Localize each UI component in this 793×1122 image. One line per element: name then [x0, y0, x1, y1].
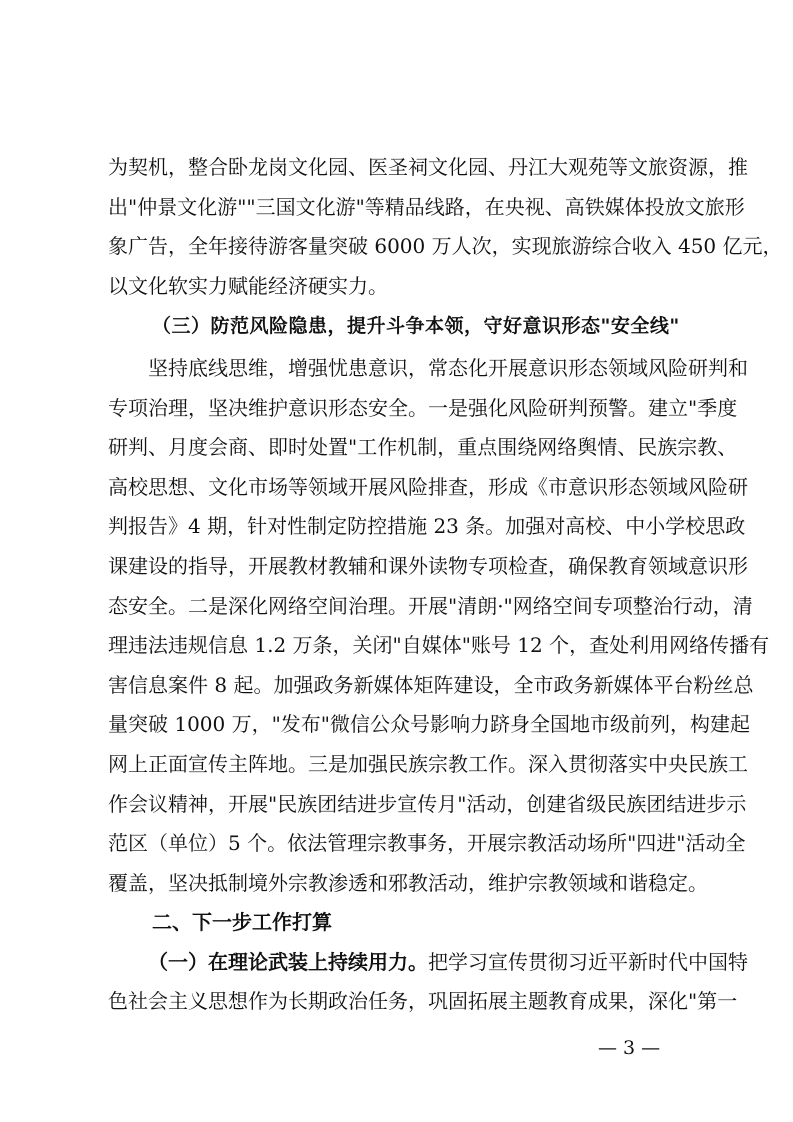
item-one-text: 把学习宣传贯彻习近平新时代中国特: [428, 949, 748, 974]
paragraph-line: 作会议精神，开展"民族团结进步宣传月"活动，创建省级民族团结进步示: [108, 791, 747, 816]
paragraph-line: 色社会主义思想作为长期政治任务，巩固拓展主题教育成果，深化"第一: [108, 989, 738, 1014]
paragraph-line: [108, 943, 748, 983]
section-three-heading: （三）防范风险隐患，提升斗争本领，守好意识形态"安全线": [152, 315, 680, 338]
paragraph-line: 态安全。二是深化网络空间治理。开展"清朗·"网络空间专项整治行动，清: [108, 593, 753, 618]
paragraph-line: 课建设的指导，开展教材教辅和课外读物专项检查，确保教育领域意识形: [108, 553, 748, 578]
paragraph-line: 判报告》4 期，针对性制定防控措施 23 条。加强对高校、中小学校思政: [108, 514, 746, 539]
section-three-paragraph: [108, 349, 770, 903]
paragraph-line: 坚持底线思维，增强忧患意识，常态化开展意识形态领域风险研判和: [148, 355, 748, 380]
item-one-heading: （一）在理论武装上持续用力。: [148, 949, 428, 974]
paragraph-line: 害信息案件 8 起。加强政务新媒体矩阵建设，全市政务新媒体平台粉丝总: [108, 672, 754, 697]
paragraph-line: 量突破 1000 万，"发布"微信公众号影响力跻身全国地市级前列，构建起: [108, 712, 751, 737]
intro-paragraph: [108, 148, 783, 306]
paragraph-line: 以文化软实力赋能经济硬实力。: [108, 273, 388, 298]
paragraph-line: 研判、月度会商、即时处置"工作机制，重点围绕网络舆情、民族宗教、: [108, 435, 738, 460]
paragraph-line: 理违法违规信息 1.2 万条，关闭"自媒体"账号 12 个，查处利用网络传播有: [108, 633, 770, 658]
section-two-heading: 二、下一步工作打算: [152, 910, 332, 935]
page-number: — 3 —: [598, 1037, 661, 1059]
paragraph-line: 网上正面宣传主阵地。三是加强民族宗教工作。深入贯彻落实中央民族工: [108, 751, 748, 776]
paragraph-line: 象广告，全年接待游客量突破 6000 万人次，实现旅游综合收入 450 亿元，: [108, 234, 783, 259]
paragraph-line: 覆盖，坚决抵制境外宗教渗透和邪教活动，维护宗教领域和谐稳定。: [108, 870, 708, 895]
paragraph-line: 范区（单位）5 个。依法管理宗教事务，开展宗教活动场所"四进"活动全: [108, 831, 746, 856]
paragraph-line: 出"仲景文化游""三国文化游"等精品线路，在央视、高铁媒体投放文旅形: [108, 194, 745, 219]
paragraph-line: 专项治理，坚决维护意识形态安全。一是强化风险研判预警。建立"季度: [108, 395, 738, 420]
document-page: [108, 148, 783, 1022]
item-one-paragraph: [108, 943, 748, 1022]
paragraph-line: 高校思想、文化市场等领域开展风险排查，形成《市意识形态领域风险研: [108, 474, 748, 499]
paragraph-line: 为契机，整合卧龙岗文化园、医圣祠文化园、丹江大观苑等文旅资源，推: [108, 155, 748, 179]
